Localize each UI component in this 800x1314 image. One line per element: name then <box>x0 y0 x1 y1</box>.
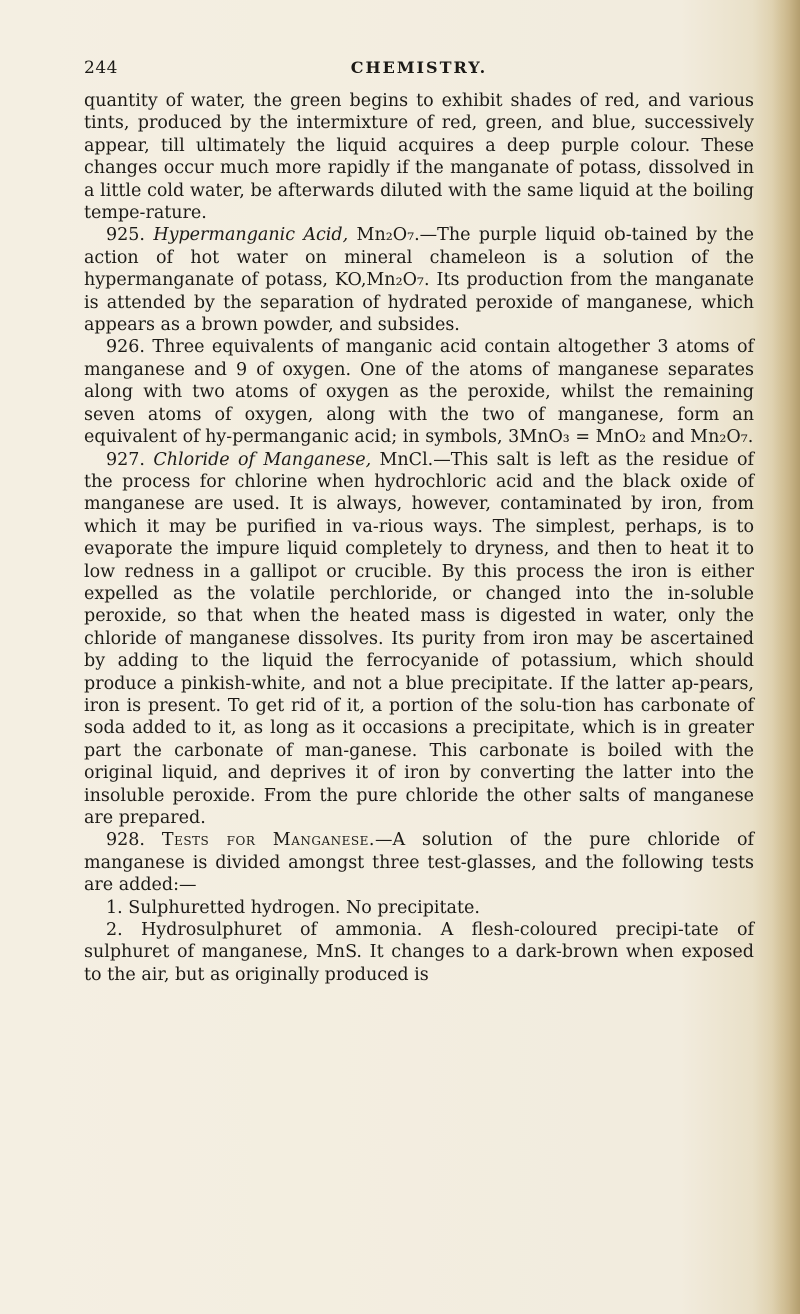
page-edge-shadow <box>772 0 800 1314</box>
section-number-927: 927. <box>106 449 145 470</box>
list-item-1: 1. Sulphuretted hydrogen. No precipitate. <box>106 897 480 918</box>
body-text <box>84 90 754 986</box>
paragraph-927 <box>84 449 754 830</box>
section-title-tests-for-manganese: Tests for Manganese. <box>161 830 375 851</box>
paragraph-925 <box>84 224 754 336</box>
paragraph-928 <box>84 829 754 896</box>
section-title-hypermanganic-acid: Hypermanganic Acid, <box>153 225 349 246</box>
paragraph-926: 926. Three equivalents of manganic acid contain altogether 3 atoms of manganese and 9 of oxygen. One of the atoms of manganese separates along with two atoms of oxygen as the peroxide, whilst the remaining seven atoms of oxygen, along with the two of manganese, form an equivalent of hy-permanganic acid; in symbols, 3MnO₃ = MnO₂ and Mn₂O₇. <box>84 337 754 448</box>
list-item-2: 2. Hydrosulphuret of ammonia. A flesh-coloured precipi-tate of sulphuret of manganese, MnS. It changes to a dark-brown when exposed to the air, but as originally produced is <box>84 920 754 985</box>
section-title-chloride-of-manganese: Chloride of Manganese, <box>153 449 372 470</box>
section-number-925: 925. <box>106 225 145 246</box>
running-head: CHEMISTRY. <box>350 58 488 77</box>
paragraph-continued: quantity of water, the green begins to exhibit shades of red, and various tints, produced by the intermixture of red, green, and blue, successively appear, till ultimately the liquid acquires a deep purple colour. These changes occur much more rapidly if the manganate of potass, dissolved in a little cold water, be afterwards diluted with the same liquid at the boiling tempe-rature. <box>84 91 754 224</box>
paragraph-928-body: —A solution of the pure chloride of manganese is divided amongst three test-glasses, and the following tests are added:— <box>84 830 754 896</box>
page-header <box>84 58 754 82</box>
paragraph-925-body: Mn₂O₇.—The purple liquid ob-tained by the action of hot water on mineral chameleon is a solution of the hypermanganate of potass, KO,Mn₂O₇. Its production from the manganate is attended by the separation of hydrated peroxide of manganese, which appears as a brown powder, and subsides. <box>84 225 754 336</box>
section-number-928: 928. <box>106 830 145 851</box>
page-number: 244 <box>84 58 118 78</box>
paragraph-927-body: MnCl.—This salt is left as the residue of the process for chlorine when hydrochloric acid and the black oxide of manganese are used. It is always, however, contaminated by iron, from which it may be purified in va-rious ways. The simplest, perhaps, is to evaporate the impure liquid completely to dryness, and then to heat it to low redness in a gallipot or crucible. By this process the iron is either expelled as the volatile perchloride, or changed into the in-soluble peroxide, so that when the heated mass is digested in water, only the chloride of manganese dissolves. Its purity from iron may be ascertained by adding to the liquid the ferrocyanide of potassium, which should produce a pinkish-white, and not a blue precipitate. If the latter ap-pears, iron is present. To get rid of it, a portion of the solu-tion has carbonate of soda added to it, as long as it occasions a precipitate, which is in greater part the carbonate of man-ganese. This carbonate is boiled with the original liquid, and deprives it of iron by converting the latter into the insoluble peroxide. From the pure chloride the other salts of manganese are prepared. <box>84 449 754 828</box>
